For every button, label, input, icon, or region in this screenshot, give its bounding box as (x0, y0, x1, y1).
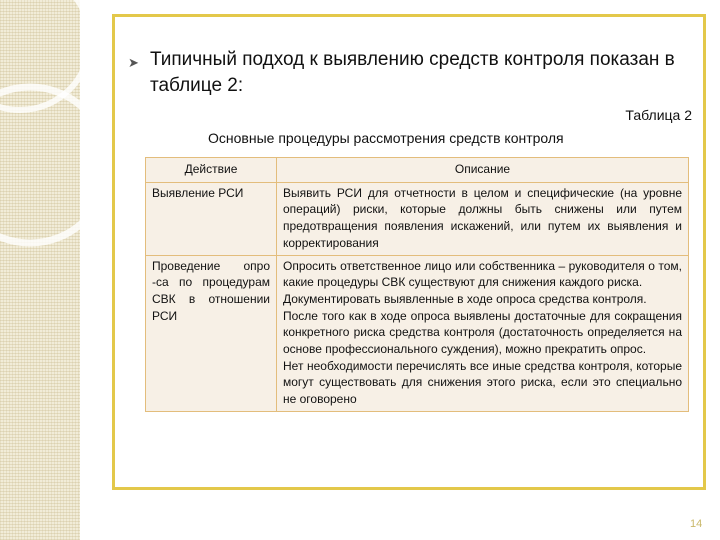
row-description (277, 255, 689, 411)
table-row (146, 182, 689, 255)
table-header-row (146, 158, 689, 183)
header-action: Действие (146, 158, 277, 183)
table-row (146, 255, 689, 411)
row-description (277, 182, 689, 255)
table-number: Таблица 2 (625, 107, 692, 123)
lead-text: Типичный подход к выявлению средств контроля показан в таблице 2: (150, 49, 675, 96)
table-title: Основные процедуры рассмотрения средств контроля (208, 130, 564, 146)
description-paragraph: Выявить РСИ для отчетности в целом и специфические (на уровне операций) риски, которые должны быть снижены или путем предотвращения появления искажений, или путем их выявления и корректирования (283, 185, 682, 250)
decorative-circles (0, 0, 80, 540)
description-paragraph: Документировать выявленные в ходе опроса средства контроля. (283, 291, 647, 306)
description-paragraph: После того как в ходе опроса выявлены достаточные для сокращения конкретного риска средства контроля (достаточность определяется на основе профессионального суждения), можно прекратить опрос. (283, 308, 682, 357)
arrow-bullet-icon: ➤ (128, 55, 139, 70)
page-number: 14 (690, 518, 703, 530)
decorative-side-strip (0, 0, 80, 540)
description-paragraph: Нет необходимости перечислять все иные средства контроля, которые могут существовать для снижения этого риска, если это специально не оговорено (283, 358, 682, 407)
description-paragraph: Опросить ответственное лицо или собственника – руководителя о том, какие процедуры СВК существуют для снижения каждого риска. (283, 258, 682, 290)
row-action: Проведение опро -са по процедурам СВК в отношении РСИ (146, 255, 277, 411)
row-action: Выявление РСИ (146, 182, 277, 255)
header-description: Описание (277, 158, 689, 183)
procedures-table (145, 157, 689, 412)
